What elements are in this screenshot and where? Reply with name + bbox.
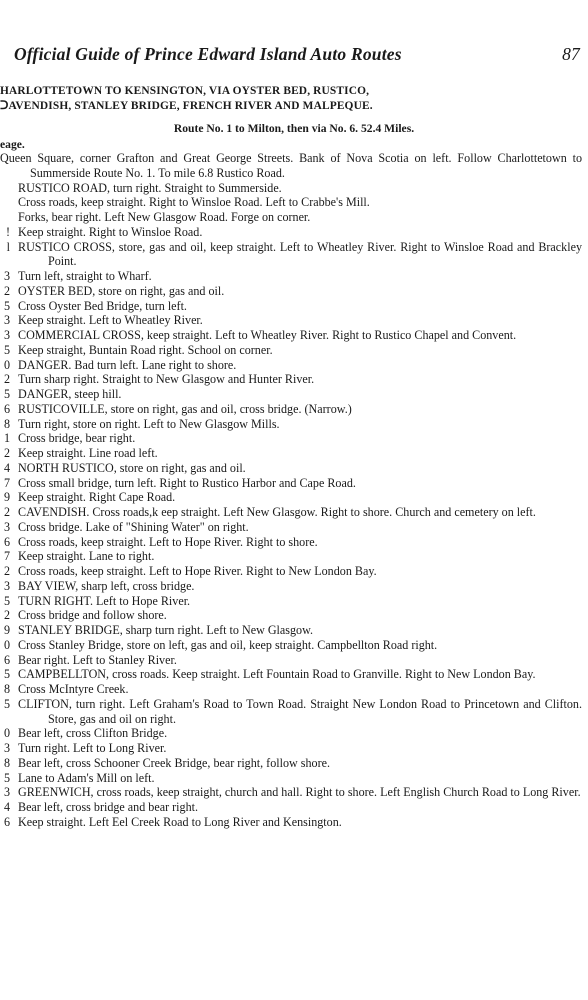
route-entry-mileage: l [6, 239, 10, 254]
route-entry-text: Turn sharp right. Straight to New Glasgow and Hunter River. [18, 372, 315, 387]
route-entry-mileage: 6 [3, 534, 10, 549]
route-entry [0, 299, 582, 314]
route-entry-mileage: 0 [3, 726, 10, 741]
route-entry-mileage: 4 [3, 460, 10, 475]
route-entry [0, 594, 582, 609]
route-entry-mileage: 5 [3, 667, 10, 682]
route-entry [0, 181, 582, 196]
route-entry-text: Keep straight. Right to Winsloe Road. [18, 224, 203, 239]
route-entry-text: Bear left, cross Clifton Bridge. [18, 726, 168, 741]
route-entry [0, 756, 582, 771]
route-entry [0, 446, 582, 461]
route-entry-mileage: 3 [3, 313, 10, 328]
route-entry [0, 726, 582, 741]
route-entry [0, 210, 582, 225]
route-entry-text: GREENWICH, cross roads, keep straight, church and hall. Right to shore. Left English Church Road to Long River. [18, 785, 581, 800]
route-entry-text: BAY VIEW, sharp left, cross bridge. [18, 578, 195, 593]
route-entry-mileage: 3 [3, 269, 10, 283]
route-entry-text: Cross roads, keep straight. Left to Hope River. Right to shore. [18, 534, 318, 549]
route-entry-text: Lane to Adam's Mill on left. [18, 770, 155, 785]
route-entry-mileage: 6 [3, 652, 10, 667]
route-entry-mileage: 7 [3, 475, 10, 490]
route-entry [0, 653, 582, 668]
route-entry-text: STANLEY BRIDGE, sharp turn right. Left to New Glasgow. [18, 623, 314, 637]
route-entry-mileage: 1 [3, 431, 10, 446]
route-entry [0, 638, 582, 653]
route-entry-text: Keep straight. Lane to right. [18, 549, 155, 564]
route-entry-mileage: 9 [3, 623, 10, 637]
route-entry [0, 490, 582, 505]
route-entry-text: Turn right, store on right. Left to New Glasgow Mills. [18, 416, 280, 431]
route-entry [0, 240, 582, 270]
route-entry-mileage: 6 [3, 814, 10, 829]
route-entry [0, 328, 582, 343]
route-entry-mileage: 5 [3, 696, 10, 711]
route-entry-text: OYSTER BED, store on right, gas and oil. [18, 283, 225, 298]
route-entry [0, 564, 582, 579]
route-entry-text: Queen Square, corner Grafton and Great George Streets. Bank of Nova Scotia on left. Follow Charlottetown to Summerside Route No. 1. To mile 6.8 Rustico Road. [0, 151, 582, 180]
route-entry-mileage: 2 [3, 283, 10, 298]
route-entry-mileage: 7 [3, 549, 10, 564]
route-title-line-2: ᑐAVENDISH, STANLEY BRIDGE, FRENCH RIVER AND MALPEQUE. [0, 100, 373, 112]
route-entry [0, 461, 582, 476]
page-number: 87 [562, 44, 580, 64]
route-entry [0, 387, 582, 402]
route-entry [0, 520, 582, 535]
route-entry-text: Cross bridge and follow shore. [18, 608, 167, 623]
route-entry-mileage: 8 [3, 682, 10, 696]
route-entry-text: Cross bridge, bear right. [18, 431, 136, 446]
route-entry-mileage: ! [5, 224, 10, 239]
route-entry [0, 402, 582, 417]
route-entry [0, 667, 582, 682]
route-entry [0, 505, 582, 520]
route-entry [0, 151, 582, 181]
route-entry-mileage: 9 [3, 490, 10, 505]
route-entry-mileage: 3 [3, 741, 10, 755]
route-entry-text: TURN RIGHT. Left to Hope River. [18, 593, 191, 608]
route-title-line-1: HARLOTTETOWN TO KENSINGTON, VIA OYSTER BED, RUSTICO, [0, 85, 370, 97]
route-entry-text: Forks, bear right. Left New Glasgow Road. Forge on corner. [18, 210, 311, 224]
route-entry-text: Keep straight. Right Cape Road. [18, 490, 176, 505]
route-entry [0, 269, 582, 284]
route-entry-text: Bear left, cross Schooner Creek Bridge, bear right, follow shore. [18, 755, 330, 770]
route-entry-text: RUSTICO ROAD, turn right. Straight to Summerside. [18, 180, 282, 195]
route-entry [0, 608, 582, 623]
route-entry-mileage: 0 [3, 637, 10, 652]
route-entry-text: Bear left, cross bridge and bear right. [18, 800, 198, 814]
route-entry [0, 535, 582, 550]
route-entry [0, 195, 582, 210]
route-entry [0, 579, 582, 594]
route-entry [0, 417, 582, 432]
route-entry-text: Cross roads, keep straight. Left to Hope River. Right to New London Bay. [18, 564, 377, 578]
route-entry-text: Keep straight. Line road left. [18, 446, 158, 460]
route-entry-text: DANGER. Bad turn left. Lane right to shore. [18, 357, 237, 372]
route-entry-text: CAVENDISH. Cross roads,k eep straight. Left New Glasgow. Right to shore. Church and cemetery on left. [18, 505, 536, 519]
route-entry-mileage: 0 [3, 357, 10, 372]
route-entry-mileage: 5 [3, 387, 10, 401]
route-entry-text: Keep straight, Buntain Road right. School on corner. [18, 342, 273, 357]
route-entry-mileage: 5 [3, 342, 10, 357]
route-entry [0, 800, 582, 815]
route-entry-text: NORTH RUSTICO, store on right, gas and oil. [18, 460, 246, 475]
route-entry-mileage: 3 [3, 328, 10, 342]
route-entry-text: DANGER, steep hill. [18, 387, 122, 401]
route-entry-mileage: 8 [3, 755, 10, 770]
route-entry [0, 549, 582, 564]
route-entry-mileage: 2 [3, 372, 10, 387]
route-entry-text: Cross bridge. Lake of "Shining Water" on right. [18, 519, 249, 534]
route-entry-text: Cross Stanley Bridge, store on left, gas and oil, keep straight. Campbellton Road right. [18, 637, 438, 652]
route-entry-mileage: 3 [3, 785, 10, 800]
route-directions [0, 151, 582, 830]
route-entry-text: Cross small bridge, turn left. Right to Rustico Harbor and Cape Road. [18, 475, 356, 490]
mileage-heading: eage. [0, 138, 25, 151]
route-entry-text: CAMPBELLTON, cross roads. Keep straight. Left Fountain Road to Granville. Right to New London Bay. [18, 667, 536, 682]
route-entry [0, 785, 582, 800]
route-entry-mileage: 4 [3, 800, 10, 814]
route-entry-text: RUSTICOVILLE, store on right, gas and oil, cross bridge. (Narrow.) [18, 401, 352, 416]
route-entry-text: Keep straight. Left to Wheatley River. [18, 313, 203, 328]
route-entry [0, 343, 582, 358]
route-entry [0, 697, 582, 727]
route-entry-text: RUSTICO CROSS, store, gas and oil, keep straight. Left to Wheatley River. Right to Winsloe Road and Brackley Point. [18, 239, 582, 269]
route-entry [0, 771, 582, 786]
route-entry [0, 623, 582, 638]
route-entry [0, 372, 582, 387]
route-entry [0, 476, 582, 491]
route-entry-mileage: 2 [3, 446, 10, 460]
route-entry-text: Bear right. Left to Stanley River. [18, 652, 177, 667]
route-entry [0, 815, 582, 830]
route-entry [0, 431, 582, 446]
route-title [0, 84, 588, 114]
route-entry-mileage: 2 [3, 505, 10, 519]
route-entry-mileage: 3 [3, 578, 10, 593]
route-entry [0, 225, 582, 240]
route-entry-text: COMMERCIAL CROSS, keep straight. Left to Wheatley River. Right to Rustico Chapel and Convent. [18, 328, 517, 342]
running-title: Official Guide of Prince Edward Island Auto Routes [14, 44, 402, 64]
route-entry-mileage: 8 [3, 416, 10, 431]
route-entry-mileage: 5 [3, 593, 10, 608]
route-entry-text: Cross Oyster Bed Bridge, turn left. [18, 298, 187, 313]
route-entry-text: Cross McIntyre Creek. [18, 682, 129, 696]
route-entry [0, 313, 582, 328]
route-entry [0, 358, 582, 373]
route-subtitle: Route No. 1 to Milton, then via No. 6. 52.4 Miles. [173, 122, 415, 135]
route-entry [0, 682, 582, 697]
route-entry-mileage: 2 [3, 608, 10, 623]
route-entry-text: Cross roads, keep straight. Right to Winsloe Road. Left to Crabbe's Mill. [18, 195, 370, 210]
route-entry-text: CLIFTON, turn right. Left Graham's Road to Town Road. Straight New London Road to Princetown and Clifton. Store, gas and oil on right. [18, 696, 582, 726]
route-entry [0, 741, 582, 756]
route-entry-text: Turn left, straight to Wharf. [18, 269, 152, 283]
route-entry-mileage: 6 [3, 401, 10, 416]
route-entry-mileage: 5 [3, 770, 10, 785]
route-entry [0, 284, 582, 299]
route-entry-mileage: 5 [3, 298, 10, 313]
route-entry-mileage: 2 [3, 564, 10, 578]
route-entry-mileage: 3 [3, 519, 10, 534]
route-entry-text: Turn right. Left to Long River. [18, 741, 167, 755]
page-header [14, 44, 580, 65]
route-entry-text: Keep straight. Left Eel Creek Road to Long River and Kensington. [18, 814, 342, 829]
